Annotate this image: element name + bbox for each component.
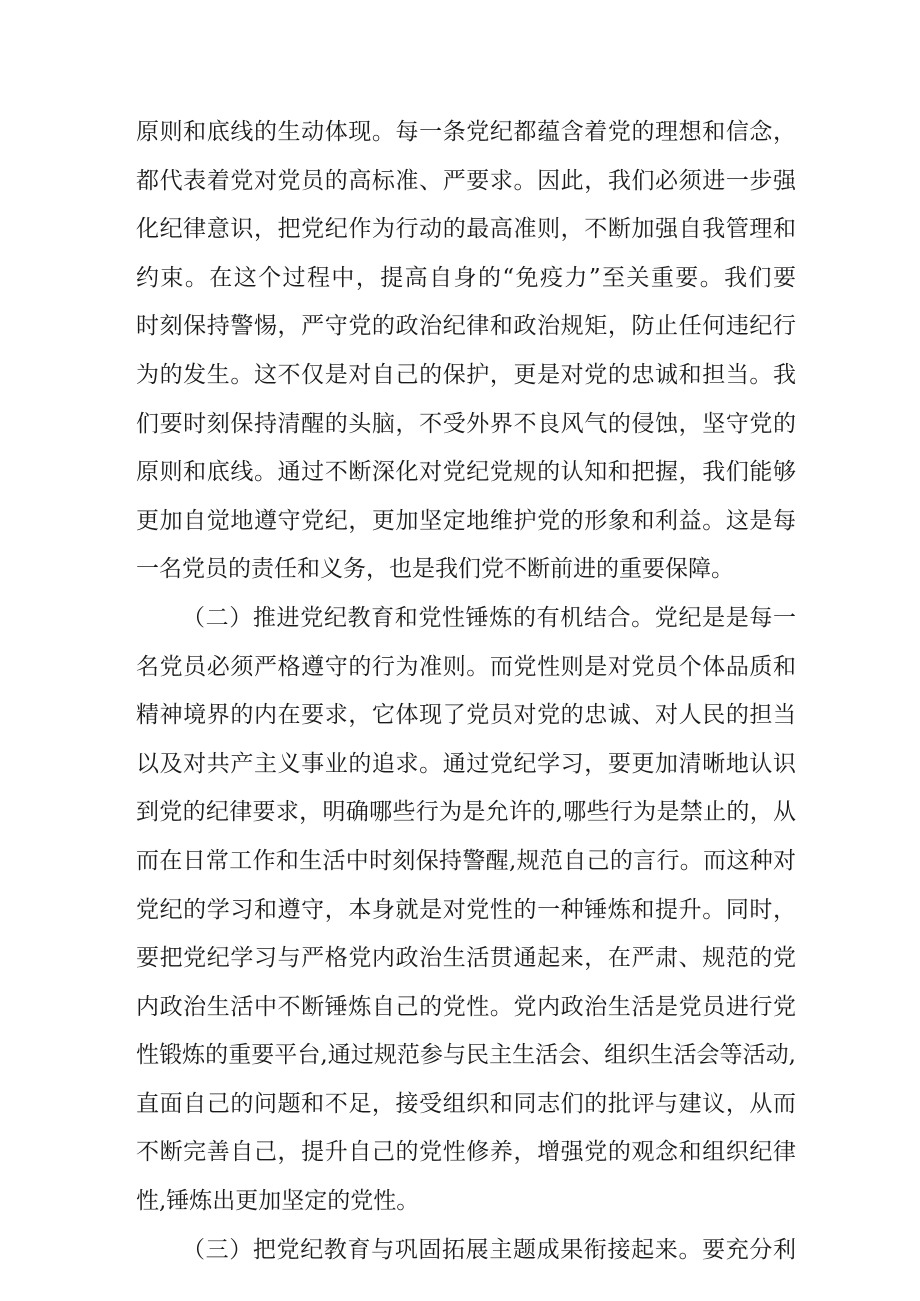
paragraph-heading-line: （二）推进党纪教育和党性锤炼的有机结合。党纪是是每一 xyxy=(182,604,796,631)
text-line: 内政治生活中不断锤炼自己的党性。党内政治生活是党员进行党 xyxy=(136,993,796,1020)
paragraph-heading-line: （三）把党纪教育与巩固拓展主题成果衔接起来。要充分利 xyxy=(182,1236,796,1263)
text-line: 更加自觉地遵守党纪，更加坚定地维护党的形象和利益。这是每 xyxy=(136,507,796,534)
text-line: 精神境界的内在要求，它体现了党员对党的忠诚、对人民的担当 xyxy=(136,702,796,729)
document-body xyxy=(136,108,796,1274)
text-line: 性锻炼的重要平台,通过规范参与民主生活会、组织生活会等活动, xyxy=(136,1042,796,1069)
text-line: 党纪的学习和遵守，本身就是对党性的一种锤炼和提升。同时， xyxy=(136,896,796,923)
text-line: 以及对共产主义事业的追求。通过党纪学习，要更加清晰地认识 xyxy=(136,750,796,777)
text-line: 为的发生。这不仅是对自己的保护，更是对党的忠诚和担当。我 xyxy=(136,361,796,388)
text-line: 时刻保持警惕，严守党的政治纪律和政治规矩，防止任何违纪行 xyxy=(136,313,796,340)
text-line: 原则和底线。通过不断深化对党纪党规的认知和把握，我们能够 xyxy=(136,459,796,486)
text-line: 都代表着党对党员的高标准、严要求。因此，我们必须进一步强 xyxy=(136,167,796,194)
text-line: 要把党纪学习与严格党内政治生活贯通起来，在严肃、规范的党 xyxy=(136,945,796,972)
text-line: 而在日常工作和生活中时刻保持警醒,规范自己的言行。而这种对 xyxy=(136,847,796,874)
text-line: 约束。在这个过程中，提高自身的“免疫力”至关重要。我们要 xyxy=(136,264,796,291)
text-line: 性,锤炼出更加坚定的党性。 xyxy=(136,1188,420,1215)
text-line: 原则和底线的生动体现。每一条党纪都蕴含着党的理想和信念， xyxy=(136,119,796,145)
text-line: 一名党员的责任和义务，也是我们党不断前进的重要保障。 xyxy=(136,556,734,583)
text-line: 不断完善自己，提升自己的党性修养，增强党的观念和组织纪律 xyxy=(136,1139,796,1166)
text-line: 直面自己的问题和不足，接受组织和同志们的批评与建议，从而 xyxy=(136,1090,796,1117)
text-line: 到党的纪律要求，明确哪些行为是允许的,哪些行为是禁止的，从 xyxy=(136,799,796,826)
text-line: 们要时刻保持清醒的头脑，不受外界不良风气的侵蚀，坚守党的 xyxy=(136,410,796,437)
text-line: 化纪律意识，把党纪作为行动的最高准则，不断加强自我管理和 xyxy=(136,216,796,243)
text-line: 名党员必须严格遵守的行为准则。而党性则是对党员个体品质和 xyxy=(136,653,796,680)
